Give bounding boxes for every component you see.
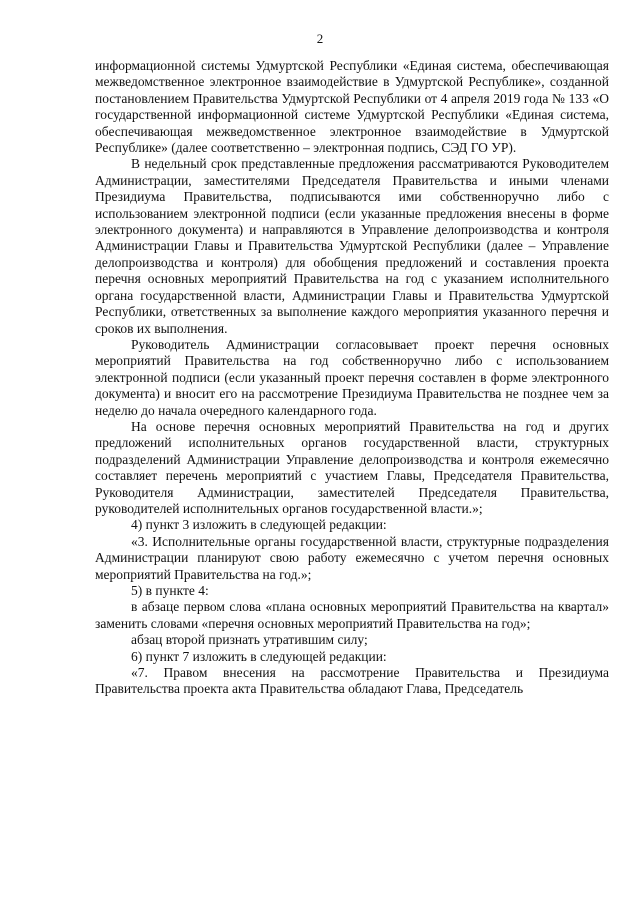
paragraph-10: 6) пункт 7 изложить в следующей редакции: <box>131 648 387 664</box>
paragraph-7: 5) в пункте 4: <box>131 583 209 598</box>
paragraph-9: абзац второй признать утратившим силу; <box>131 632 368 648</box>
paragraph-11: «7. Правом внесения на рассмотрение Правительства и Президиума Правительства проекта акта Правительства обладают Глава, Председатель <box>95 665 609 697</box>
paragraph-5: 4) пункт 3 изложить в следующей редакции: <box>131 517 387 533</box>
paragraph-2: В недельный срок представленные предложения рассматриваются Руководителем Администрации, заместителями Председателя Правительства и иными членами Президиума Правительства, подписываются ими собственноручно либо с использованием электронной подписи (если указанные предложения внесены в форме электронного документа) и направляются в Управление делопроизводства и контроля Администрации Главы и Правительства Удмуртской Республики (далее – Управление делопроизводства и контроля) для обобщения предложений и составления проекта перечня основных мероприятий Правительства на год с указанием исполнительного органа государственной власти, Администрации Главы и Правительства Удмуртской Республики, ответственных за выполнение каждого мероприятия указанного перечня и сроков их выполнения. <box>95 156 609 336</box>
paragraph-1: информационной системы Удмуртской Республики «Единая система, обеспечивающая межведомственное электронное взаимодействие в Удмуртской Республике», созданной постановлением Правительства Удмуртской Республики от 4 апреля 2019 года № 133 «О государственной информационной системе Удмуртской Республики «Единая система, обеспечивающая межведомственное электронное взаимодействие в Удмуртской Республике» (далее соответственно – электронная подпись, СЭД ГО УР). <box>95 58 609 156</box>
page-number: 2 <box>316 31 324 46</box>
paragraph-3: Руководитель Администрации согласовывает проект перечня основных мероприятий Правительства на год собственноручно либо с использованием электронной подписи (если указанный проект перечня составлен в форме электронного документа) и вносит его на рассмотрение Президиума Правительства не позднее чем за неделю до начала очередного календарного года. <box>95 336 609 418</box>
paragraph-4: На основе перечня основных мероприятий Правительства на год и других предложений исполнительных органов государственной власти, структурных подразделений Администрации Управление делопроизводства и контроля ежемесячно составляет перечень мероприятий с участием Главы, Председателя Правительства, Руководителя Администрации, заместителей Председателя Правительства, руководителей исполнительных органов государственной власти.»; <box>95 418 609 516</box>
paragraph-6: «3. Исполнительные органы государственной власти, структурные подразделения Администрации планируют свою работу ежемесячно с учетом перечня основных мероприятий Правительства на год.»; <box>95 533 609 582</box>
document-body <box>95 58 609 698</box>
paragraph-8: в абзаце первом слова «плана основных мероприятий Правительства на квартал» заменить словами «перечня основных мероприятий Правительства на год»; <box>95 599 609 631</box>
